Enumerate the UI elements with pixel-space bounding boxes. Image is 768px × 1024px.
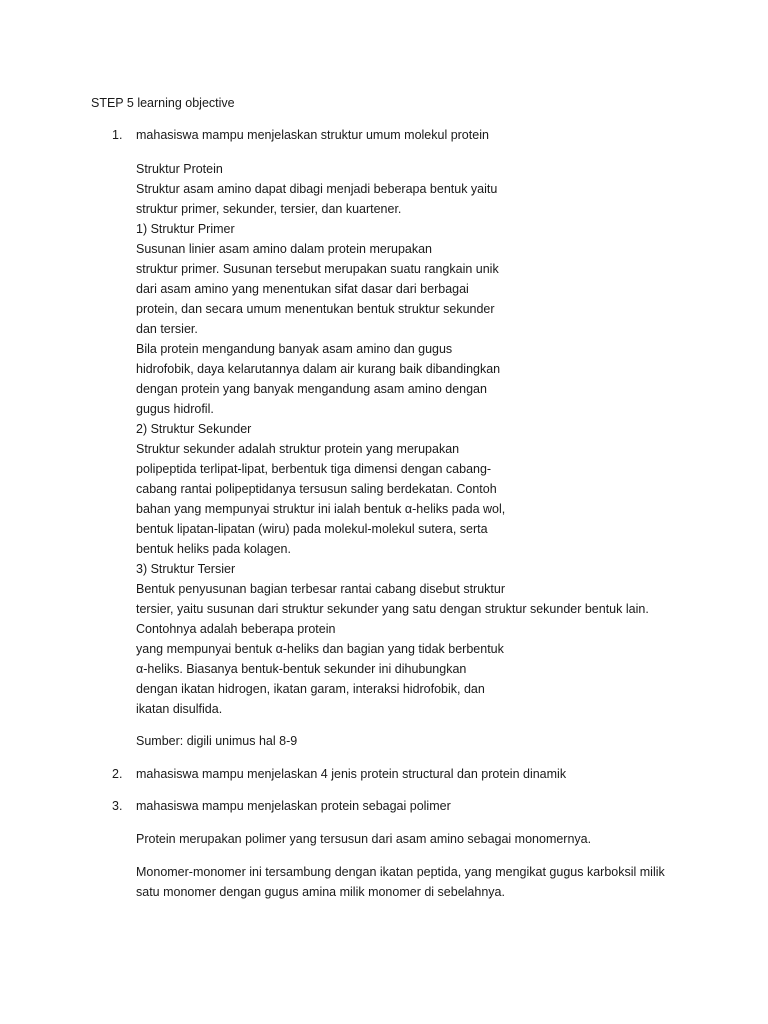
body-line: hidrofobik, daya kelarutannya dalam air kurang baik dibandingkan <box>136 362 501 376</box>
objective-2 <box>112 764 566 784</box>
objective-3-number: 3. <box>112 799 123 813</box>
body-line: Bentuk penyusunan bagian terbesar rantai cabang disebut struktur <box>136 582 505 596</box>
body-line: struktur primer, sekunder, tersier, dan kuartener. <box>136 202 402 216</box>
body-line: bentuk lipatan-lipatan (wiru) pada molekul-molekul sutera, serta <box>136 522 488 536</box>
source-text: Sumber: digili unimus hal 8-9 <box>136 734 298 748</box>
body-line: struktur primer. Susunan tersebut merupakan suatu rangkain unik <box>136 262 499 276</box>
body-line: Struktur sekunder adalah struktur protein yang merupakan <box>136 442 460 456</box>
body-line: ikatan disulfida. <box>136 702 223 716</box>
paragraph-line: Monomer-monomer ini tersambung dengan ikatan peptida, yang mengikat gugus karboksil milik <box>136 865 665 879</box>
body-line: polipeptida terlipat-lipat, berbentuk tiga dimensi dengan cabang- <box>136 462 492 476</box>
paragraph-text: Protein merupakan polimer yang tersusun dari asam amino sebagai monomernya. <box>136 832 592 846</box>
body-line: 2) Struktur Sekunder <box>136 422 252 436</box>
objective-2-number: 2. <box>112 767 123 781</box>
body-line: 1) Struktur Primer <box>136 222 235 236</box>
body-line: dari asam amino yang menentukan sifat dasar dari berbagai <box>136 282 469 296</box>
objective-3 <box>112 796 451 816</box>
document-heading: STEP 5 learning objective <box>91 96 235 110</box>
body-line: cabang rantai polipeptidanya tersusun saling berdekatan. Contoh <box>136 482 497 496</box>
polymer-paragraph-1 <box>136 829 591 849</box>
source-citation <box>136 731 297 751</box>
objective-2-text: mahasiswa mampu menjelaskan 4 jenis protein structural dan protein dinamik <box>136 767 567 781</box>
objective-3-text: mahasiswa mampu menjelaskan protein sebagai polimer <box>136 799 451 813</box>
polymer-paragraph-2 <box>136 862 665 902</box>
body-line: Struktur Protein <box>136 162 223 176</box>
body-line: Contohnya adalah beberapa protein <box>136 622 336 636</box>
body-line: α-heliks. Biasanya bentuk-bentuk sekunder ini dihubungkan <box>136 662 467 676</box>
body-line: 3) Struktur Tersier <box>136 562 236 576</box>
body-line: protein, dan secara umum menentukan bentuk struktur sekunder <box>136 302 495 316</box>
body-line: Susunan linier asam amino dalam protein merupakan <box>136 242 432 256</box>
body-line: gugus hidrofil. <box>136 402 214 416</box>
paragraph-line: satu monomer dengan gugus amina milik monomer di sebelahnya. <box>136 885 505 899</box>
body-line: yang mempunyai bentuk α-heliks dan bagian yang tidak berbentuk <box>136 642 504 656</box>
body-line: Bila protein mengandung banyak asam amino dan gugus <box>136 342 453 356</box>
body-line: dengan ikatan hidrogen, ikatan garam, interaksi hidrofobik, dan <box>136 682 485 696</box>
objective-1-number: 1. <box>112 128 123 142</box>
body-line: dengan protein yang banyak mengandung asam amino dengan <box>136 382 487 396</box>
body-line: bahan yang mempunyai struktur ini ialah bentuk α-heliks pada wol, <box>136 502 506 516</box>
objective-1 <box>112 125 489 145</box>
protein-structure-section <box>136 159 649 719</box>
body-line: tersier, yaitu susunan dari struktur sekunder yang satu dengan struktur sekunder bentuk lain. <box>136 602 649 616</box>
body-line: Struktur asam amino dapat dibagi menjadi beberapa bentuk yaitu <box>136 182 498 196</box>
objective-1-text: mahasiswa mampu menjelaskan struktur umum molekul protein <box>136 128 489 142</box>
body-line: bentuk heliks pada kolagen. <box>136 542 291 556</box>
body-line: dan tersier. <box>136 322 198 336</box>
